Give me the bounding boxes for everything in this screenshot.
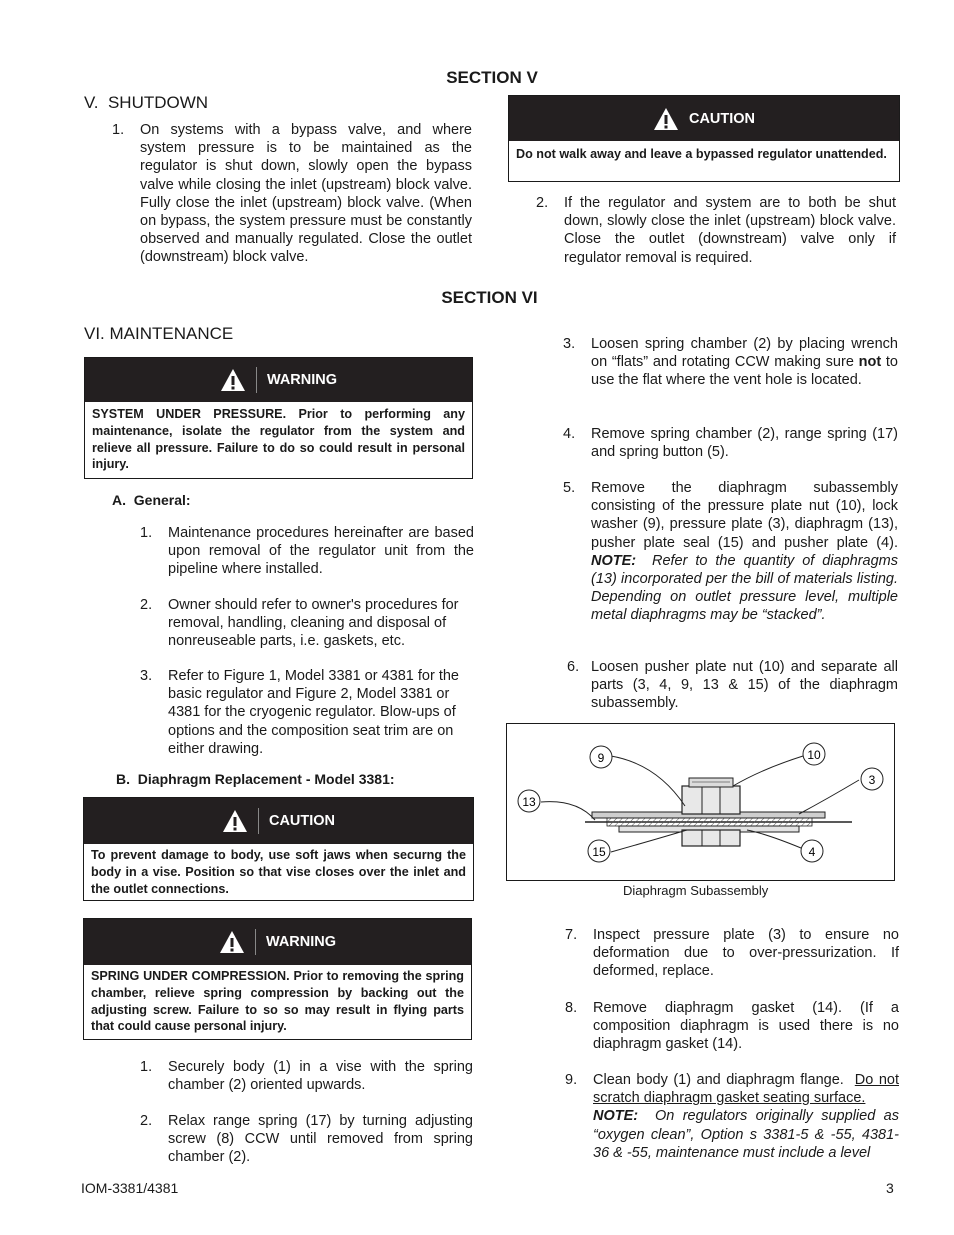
diaphragm-item-1-text: Securely body (1) in a vise with the spring chamber (2) oriented upwards. [168, 1059, 473, 1094]
shutdown-heading: V. SHUTDOWN [84, 93, 209, 112]
diaphragm-item-9-number: 9. [565, 1072, 578, 1088]
diaphragm-item-3-number: 3. [563, 336, 576, 352]
warning-header [85, 358, 472, 402]
shutdown-item-2-number: 2. [536, 195, 549, 211]
callout-3 [861, 768, 883, 790]
figure-caption: Diaphragm Subassembly [623, 883, 769, 898]
callout-13 [518, 790, 540, 812]
item-5-note-text: Refer to the quantity of diaphragms (13) incorporated per the bill of materials listing. Depending on outlet pressure level, multiple metal diaphragms may be “stacked”. [591, 552, 907, 624]
section-v-title: SECTION V [446, 68, 538, 87]
callout-9 [590, 746, 612, 768]
caution-label: CAUTION [268, 813, 336, 829]
diaphragm-subassembly-drawing [507, 724, 894, 880]
diaphragm-item-7-number: 7. [565, 927, 578, 943]
vise-caution-box [83, 797, 474, 901]
diaphragm-item-5-number: 5. [563, 480, 576, 496]
warning-triangle-icon [653, 107, 679, 131]
shutdown-item-1-text: On systems with a bypass valve, and where system pressure is to be maintained as the regulator is shut down, slowly open the bypass valve while closing the inlet (upstream) block valve. Fully close the inlet (upstream) block valve. (When on bypass, the system pressure must be constantly observed and manually regulated. Close the outlet (downstream) block valve. [140, 122, 472, 266]
diaphragm-item-8-number: 8. [565, 1000, 578, 1016]
item-9-note-label: NOTE: [593, 1108, 639, 1125]
svg-text:15: 15 [592, 845, 606, 859]
warning-label: WARNING [265, 934, 337, 950]
header-divider [255, 929, 256, 955]
svg-text:9: 9 [597, 751, 605, 765]
section-vi-title: SECTION VI [441, 288, 538, 307]
general-item-2-number: 2. [140, 597, 153, 613]
svg-text:13: 13 [522, 795, 536, 809]
diaphragm-item-2-number: 2. [140, 1113, 153, 1129]
general-item-3-text: Refer to Figure 1, Model 3381 or 4381 for the basic regulator and Figure 2, Model 3381 or 4381 for the cryogenic regulator. Blow-ups of options and the composition seat trim are on either drawing. [168, 668, 459, 757]
diaphragm-item-6-text: Loosen pusher plate nut (10) and separate all parts (3, 4, 9, 13 & 15) of the diaphragm subassembly. [591, 659, 898, 712]
diaphragm-item-6-number: 6. [567, 659, 580, 675]
warning-text: SYSTEM UNDER PRESSURE. Prior to performing any maintenance, isolate the regulator from the system and relieve all pressure. Failure to do so could result in personal injury. [92, 407, 465, 472]
diaphragm-item-4-text: Remove spring chamber (2), range spring (17) and spring button (5). [591, 426, 898, 461]
diaphragm-item-8-text: Remove diaphragm gasket (14). (If a composition diaphragm is used there is no diaphragm gasket (14). [593, 1000, 899, 1053]
svg-text:3: 3 [868, 773, 876, 787]
shutdown-item-2-text: If the regulator and system are to both be shut down, slowly close the inlet (upstream) block valve. Close the outlet (downstream) valve only if regulator removal is required. [564, 195, 896, 266]
diaphragm-item-4-number: 4. [563, 426, 576, 442]
warning-triangle-icon [219, 930, 245, 954]
warning-triangle-icon [220, 368, 246, 392]
bypass-caution-box [508, 95, 900, 182]
general-item-1-number: 1. [140, 525, 153, 541]
diaphragm-item-7-text: Inspect pressure plate (3) to ensure no deformation due to over-pressurization. If deformed, replace. [593, 927, 899, 980]
diaphragm-item-2-text: Relax range spring (17) by turning adjusting screw (8) CCW until removed from spring chamber (2). [168, 1113, 473, 1166]
warning-text: SPRING UNDER COMPRESSION. Prior to removing the spring chamber, relieve spring compression by backing out the adjusting screw. Failure to so so may result in flying parts that could cause personal injury. [91, 969, 464, 1034]
header-divider [256, 367, 257, 393]
page-number: 3 [886, 1180, 894, 1196]
callout-10 [803, 743, 825, 765]
general-heading: A. General: [112, 492, 191, 508]
diaphragm-item-9-text [593, 1071, 904, 1162]
general-item-2-text: Owner should refer to owner's procedures for removal, handling, cleaning and disposal of nonreuseable parts, i.e. gaskets, etc. [168, 597, 459, 650]
pressure-warning-box [84, 357, 473, 479]
header-divider [258, 808, 259, 834]
item-3-emphasis: not [858, 354, 882, 371]
diaphragm-item-3-text [591, 335, 898, 390]
item-3-text-a: Loosen spring chamber (2) by placing wrench on “flats” and rotating CCW making sure [591, 336, 898, 371]
warning-triangle-icon [222, 809, 248, 833]
warning-header [84, 919, 471, 965]
svg-text:4: 4 [808, 845, 816, 859]
caution-header [84, 798, 473, 844]
item-3-text-c: to use the flat where the vent hole is located. [591, 354, 898, 389]
callout-4 [801, 840, 823, 862]
item-9-note-text: On regulators originally supplied as “oxygen clean”, Option s 3381-5 & -55, 4381-36 & -55, maintenance must include a level [593, 1108, 904, 1161]
shutdown-item-1-number: 1. [112, 122, 125, 138]
caution-header [509, 96, 899, 141]
item-9-text-a: Clean body (1) and diaphragm flange. [593, 1072, 855, 1088]
diaphragm-item-5-text [591, 479, 907, 625]
svg-text:10: 10 [807, 748, 821, 762]
general-item-1-text: Maintenance procedures hereinafter are based upon removal of the regulator unit from the pipeline where installed. [168, 525, 474, 578]
item-5-note-label: NOTE: [591, 552, 637, 569]
general-item-3-number: 3. [140, 668, 153, 684]
item-5-text-a: Remove the diaphragm subassembly consisting of the pressure plate nut (10), lock washer (9), pressure plate (3), diaphragm (13), pusher plate seal (15) and pusher plate (4). [591, 480, 907, 551]
caution-text: To prevent damage to body, use soft jaws when securng the body in a vise. Position so that vise closes over the inlet and the outlet connections. [91, 848, 466, 896]
diaphragm-item-1-number: 1. [140, 1059, 153, 1075]
callout-15 [588, 840, 610, 862]
diaphragm-subassembly-figure [506, 723, 895, 881]
maintenance-heading: VI. MAINTENANCE [84, 324, 234, 343]
item-9-underlined: Do not scratch diaphragm gasket seating surface. [593, 1072, 899, 1107]
diaphragm-replacement-heading: B. Diaphragm Replacement - Model 3381: [116, 771, 395, 787]
spring-warning-box [83, 918, 472, 1040]
caution-text: Do not walk away and leave a bypassed regulator unattended. [516, 147, 887, 161]
caution-label: CAUTION [688, 110, 756, 127]
warning-label: WARNING [266, 372, 338, 388]
document-id: IOM-3381/4381 [81, 1180, 179, 1196]
